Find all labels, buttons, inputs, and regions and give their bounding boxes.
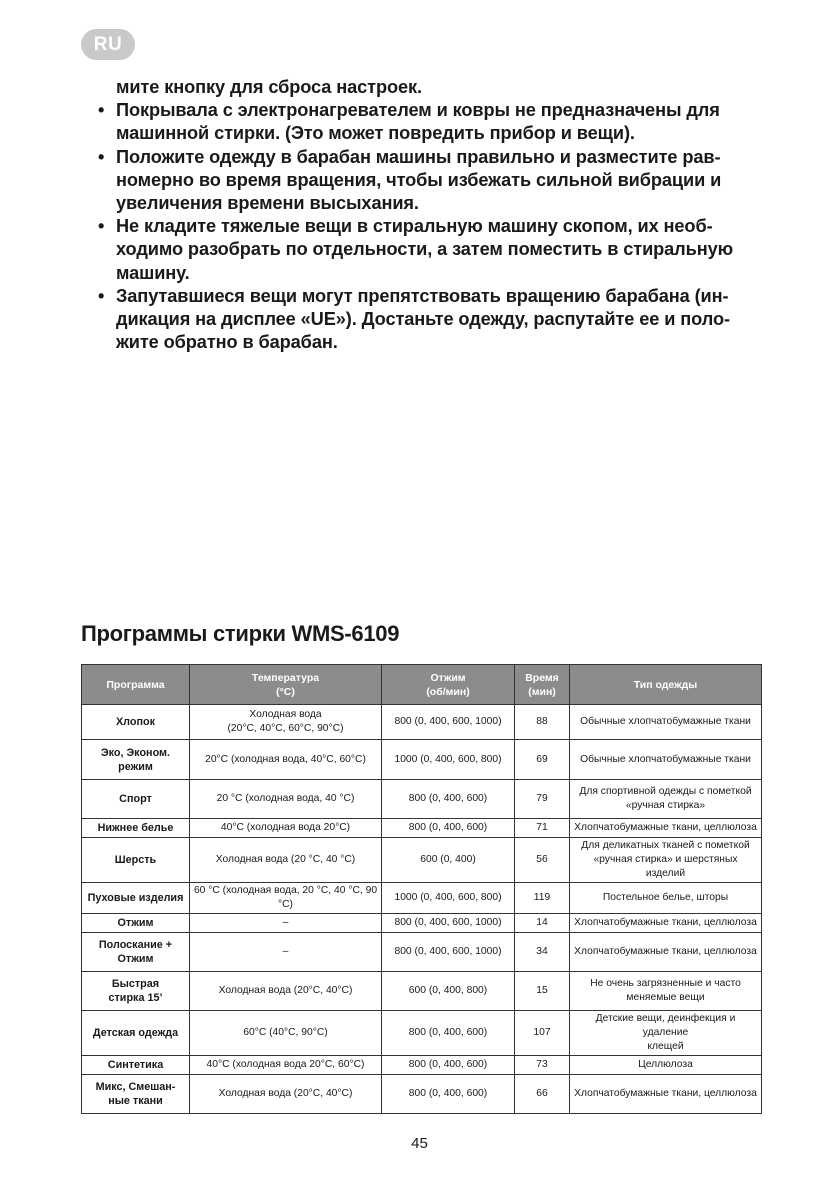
bullet-line: номерно во время вращения, чтобы избежать сильной вибрации и bbox=[116, 169, 722, 190]
table-row bbox=[82, 1075, 762, 1114]
programs-table bbox=[81, 664, 762, 1114]
cell-temperature: – bbox=[190, 914, 382, 933]
table-row bbox=[82, 780, 762, 819]
bullet-line: Покрывала с электронагревателем и ковры не предназначены для bbox=[116, 100, 720, 121]
cell-spin: 800 (0, 400, 600, 1000) bbox=[382, 933, 515, 972]
cell-clothing-type: Хлопчатобумажные ткани, целлюлоза bbox=[570, 1075, 762, 1114]
cell-spin: 800 (0, 400, 600) bbox=[382, 1075, 515, 1114]
bullet-line: увеличения времени высыхания. bbox=[116, 193, 419, 214]
cell-time: 69 bbox=[515, 740, 570, 780]
header-clothing-type: Тип одежды bbox=[570, 665, 762, 705]
bullet-item bbox=[96, 99, 756, 145]
section-title: Программы стирки WMS-6109 bbox=[81, 621, 400, 646]
cell-clothing-type: Хлопчатобумажные ткани, целлюлоза bbox=[570, 933, 762, 972]
cell-clothing-type: Детские вещи, деинфекция и удаление клещей bbox=[570, 1011, 762, 1056]
bullet-item bbox=[96, 146, 756, 216]
bullet-dot: • bbox=[98, 216, 105, 237]
cell-program: Шерсть bbox=[82, 838, 190, 883]
cell-clothing-type: Целлюлоза bbox=[570, 1056, 762, 1075]
language-badge: RU bbox=[81, 29, 135, 60]
cell-temperature: Холодная вода (20°C, 40°C) bbox=[190, 1075, 382, 1114]
cell-program: Спорт bbox=[82, 780, 190, 819]
cell-temperature: 40°C (холодная вода 20°C, 60°C) bbox=[190, 1056, 382, 1075]
cell-clothing-type: Для спортивной одежды с пометкой «ручная стирка» bbox=[570, 780, 762, 819]
bullet-dot: • bbox=[98, 100, 105, 121]
bullet-line: дикация на дисплее «UE»). Достаньте одежду, распутайте ее и поло- bbox=[116, 309, 730, 330]
bullet-dot: • bbox=[98, 285, 105, 306]
cell-spin: 600 (0, 400, 800) bbox=[382, 972, 515, 1011]
cell-program: Нижнее белье bbox=[82, 819, 190, 838]
cell-temperature: Холодная вода (20°C, 40°C, 60°C, 90°C) bbox=[190, 705, 382, 740]
bullet-line: машинной стирки. (Это может повредить прибор и вещи). bbox=[116, 123, 635, 144]
cell-clothing-type: Для деликатных тканей с пометкой «ручная стирка» и шерстяных изделий bbox=[570, 838, 762, 883]
cell-time: 56 bbox=[515, 838, 570, 883]
bullet-item bbox=[96, 285, 756, 355]
cell-time: 107 bbox=[515, 1011, 570, 1056]
table-row bbox=[82, 933, 762, 972]
bullet-dot: • bbox=[98, 146, 105, 167]
cell-spin: 800 (0, 400, 600) bbox=[382, 819, 515, 838]
table-header-row bbox=[82, 665, 762, 705]
table-row bbox=[82, 1056, 762, 1075]
cell-program: Детская одежда bbox=[82, 1011, 190, 1056]
table-row bbox=[82, 914, 762, 933]
cell-program: Хлопок bbox=[82, 705, 190, 740]
bullet-line: ходимо разобрать по отдельности, а затем поместить в стиральную bbox=[116, 239, 734, 260]
cell-time: 73 bbox=[515, 1056, 570, 1075]
continuation-text: мите кнопку для сброса настроек. bbox=[116, 77, 422, 97]
cell-spin: 1000 (0, 400, 600, 800) bbox=[382, 883, 515, 914]
cell-spin: 800 (0, 400, 600) bbox=[382, 1011, 515, 1056]
table-body bbox=[82, 705, 762, 1114]
cell-time: 66 bbox=[515, 1075, 570, 1114]
header-time: Время (мин) bbox=[515, 665, 570, 705]
cell-clothing-type: Обычные хлопчатобумажные ткани bbox=[570, 740, 762, 780]
cell-temperature: Холодная вода (20°C, 40°C) bbox=[190, 972, 382, 1011]
cell-clothing-type: Постельное белье, шторы bbox=[570, 883, 762, 914]
table-row bbox=[82, 819, 762, 838]
cell-temperature: 20°C (холодная вода, 40°C, 60°C) bbox=[190, 740, 382, 780]
bullet-line: машину. bbox=[116, 262, 190, 283]
bullet-line: жите обратно в барабан. bbox=[116, 332, 338, 353]
cell-time: 88 bbox=[515, 705, 570, 740]
header-program: Программа bbox=[82, 665, 190, 705]
cell-temperature: 60 °C (холодная вода, 20 °C, 40 °C, 90 °C) bbox=[190, 883, 382, 914]
cell-clothing-type: Обычные хлопчатобумажные ткани bbox=[570, 705, 762, 740]
cell-time: 34 bbox=[515, 933, 570, 972]
cell-spin: 1000 (0, 400, 600, 800) bbox=[382, 740, 515, 780]
cell-temperature: Холодная вода (20 °C, 40 °C) bbox=[190, 838, 382, 883]
cell-time: 119 bbox=[515, 883, 570, 914]
bullet-line: Запутавшиеся вещи могут препятствовать вращению барабана (ин- bbox=[116, 285, 729, 306]
bullet-item bbox=[96, 215, 756, 285]
bullet-line: Положите одежду в барабан машины правильно и разместите рав- bbox=[116, 146, 721, 167]
cell-program: Пуховые изделия bbox=[82, 883, 190, 914]
header-temperature: Температура (°C) bbox=[190, 665, 382, 705]
cell-program: Отжим bbox=[82, 914, 190, 933]
cell-time: 15 bbox=[515, 972, 570, 1011]
cell-temperature: 20 °C (холодная вода, 40 °C) bbox=[190, 780, 382, 819]
cell-temperature: – bbox=[190, 933, 382, 972]
cell-program: Синтетика bbox=[82, 1056, 190, 1075]
cell-program: Эко, Эконом. режим bbox=[82, 740, 190, 780]
table-row bbox=[82, 883, 762, 914]
cell-program: Микс, Смешан- ные ткани bbox=[82, 1075, 190, 1114]
header-spin: Отжим (об/мин) bbox=[382, 665, 515, 705]
bullet-container bbox=[96, 99, 756, 354]
bullet-line: Не кладите тяжелые вещи в стиральную машину скопом, их необ- bbox=[116, 216, 713, 237]
cell-clothing-type: Хлопчатобумажные ткани, целлюлоза bbox=[570, 914, 762, 933]
cell-spin: 600 (0, 400) bbox=[382, 838, 515, 883]
table-row bbox=[82, 838, 762, 883]
cell-spin: 800 (0, 400, 600, 1000) bbox=[382, 705, 515, 740]
cell-temperature: 40°C (холодная вода 20°C) bbox=[190, 819, 382, 838]
cell-clothing-type: Хлопчатобумажные ткани, целлюлоза bbox=[570, 819, 762, 838]
cell-spin: 800 (0, 400, 600) bbox=[382, 780, 515, 819]
cell-spin: 800 (0, 400, 600, 1000) bbox=[382, 914, 515, 933]
cell-program: Быстрая стирка 15’ bbox=[82, 972, 190, 1011]
instruction-list bbox=[96, 76, 756, 354]
cell-time: 14 bbox=[515, 914, 570, 933]
page-number: 45 bbox=[411, 1135, 428, 1152]
cell-temperature: 60°C (40°C, 90°C) bbox=[190, 1011, 382, 1056]
table-row bbox=[82, 1011, 762, 1056]
table-row bbox=[82, 705, 762, 740]
cell-spin: 800 (0, 400, 600) bbox=[382, 1056, 515, 1075]
cell-clothing-type: Не очень загрязненные и часто меняемые вещи bbox=[570, 972, 762, 1011]
cell-time: 79 bbox=[515, 780, 570, 819]
cell-program: Полоскание + Отжим bbox=[82, 933, 190, 972]
table-row bbox=[82, 740, 762, 780]
cell-time: 71 bbox=[515, 819, 570, 838]
table-row bbox=[82, 972, 762, 1011]
